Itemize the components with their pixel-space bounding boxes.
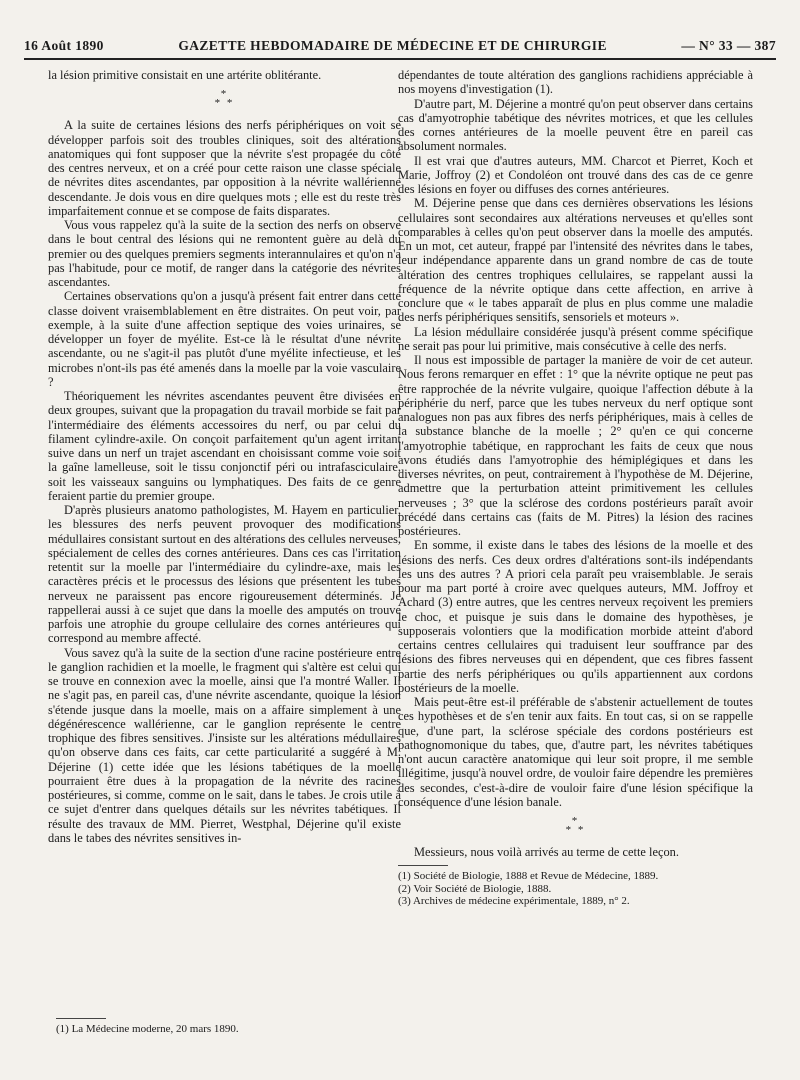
paragraph: D'autre part, M. Déjerine a montré qu'on peut observer dans certains cas d'amyotrophie tabétique des névrites motrices, et que les cellules des cornes antérieures de la moelle peuvent être en pareil cas absolument normales.	[398, 96, 753, 154]
paragraph: dépendantes de toute altération des ganglions rachidiens appréciable à nos moyens d'investigation (1).	[398, 68, 753, 97]
right-column	[398, 68, 753, 908]
paragraph: Vous vous rappelez qu'à la suite de la section des nerfs on observe dans le bout central des lésions qui ne remontent guère au delà du premier ou des quelques premiers segments interannulaires et qu'on n'a pas l'habitude, pour ce motif, de ranger dans la catégorie des névrites ascendantes.	[48, 218, 401, 289]
paragraph: A la suite de certaines lésions des nerfs périphériques on voit se développer parfois soit des troubles cliniques, soit des altérations anatomiques qui font supposer que la névrite s'est propagée du côté des centres nerveux, et on a créé pour cette raison une classe spéciale de névrites dites ascendantes, par opposition à la névrite wallérienne descendante. Je dois vous en dire quelques mots ; elle est du reste très imparfaitement connue et se compose de faits disparates.	[48, 118, 401, 218]
section-separator-stars: * * *	[565, 815, 586, 836]
paragraph: D'après plusieurs anatomo pathologistes, M. Hayem en particulier, les blessures des nerfs peuvent provoquer des modifications médullaires consistant surtout en des altérations des cellules nerveuses, spécialement de celles des cornes antérieures. Dans ces cas l'irritation retentit sur la moelle par l'intermédiaire du cylindre-axe, mais les caractères précis et le processus des lésions que présentent les tubes nerveux ne paraissent pas encore rigoureusement déterminés. Je rappellerai aussi à ce sujet que dans la moelle des amputés on trouve parfois une atrophie du groupe cellulaire des cornes antérieures qui correspond au membre affecté.	[48, 503, 401, 646]
closing-line: Messieurs, nous voilà arrivés au terme de cette leçon.	[414, 845, 679, 859]
header-rule	[24, 58, 776, 60]
paragraph: Il est vrai que d'autres auteurs, MM. Charcot et Pierret, Koch et Marie, Joffroy (2) et Condoléon ont trouvé dans des cas de ce genre des lésions en foyer ou diffuses des cornes antérieures.	[398, 153, 753, 196]
left-column	[48, 68, 401, 845]
footnote: (1) Société de Biologie, 1888 et Revue de Médecine, 1889.	[398, 870, 659, 883]
paragraph: Vous savez qu'à la suite de la section d'une racine postérieure entre le ganglion rachidien et la moelle, le fragment qui s'altère est celui qui se trouve en connexion avec la moelle, ainsi que l'a montré Waller. Il ne s'agit pas, en pareil cas, d'une névrite ascendante, quoique la lésion s'étende jusque dans la moelle, mais on a affaire simplement à une dégénérescence wallérienne, car le ganglion représente le centre trophique des fibres sensitives. J'insiste sur les altérations médullaires qu'on observe dans ces faits, car cette particularité a suggéré à M. Déjerine (1) cette idée que les lésions tabétiques de la moelle pourraient être dues à la propagation de la névrite des racines postérieures, si comme, comme on le sait, dans le tabes. Je crois utile à ce sujet d'entrer dans quelques détails sur les névrites tabétiques. Il résulte des travaux de MM. Pierret, Westphal, Déjerine qu'il existe dans le tabes des névrites sensitives in-	[48, 645, 401, 845]
paragraph: En somme, il existe dans le tabes des lésions de la moelle et des lésions des nerfs. Ces deux ordres d'altérations sont-ils indépendants les uns des autres ? A priori cela paraît peu vraisemblable. Je serais pour ma part porté à croire avec quelques auteurs, MM. Joffroy et Achard (3) entre autres, que les centres nerveux reçoivent les premiers le choc, et puisque je suis dans le domaine des hypothèses, je supposerais volontiers que la modification morbide atteint d'abord certains centres cellulaires qui traduisent leur souffrance par des lésions des fibres nerveuses qui en dépendent, que ces fibres fassent partie des nerfs périphériques ou qu'ils appartiennent aux cordons postérieurs de la moelle.	[398, 538, 753, 695]
footnote: (1) La Médecine moderne, 20 mars 1890.	[56, 1023, 239, 1035]
footnote-rule	[56, 1018, 106, 1019]
footnote: (2) Voir Société de Biologie, 1888.	[398, 882, 552, 895]
left-footnotes	[56, 1012, 386, 1036]
footnote-rule	[398, 865, 448, 866]
paragraph: Théoriquement les névrites ascendantes peuvent être divisées en deux groupes, suivant que la propagation du travail morbide se fait par l'intermédiaire des éléments accessoires du nerf, ou par celui du filament cylindre-axile. On conçoit parfaitement qu'un agent irritant suive dans un nerf un trajet ascendant en choisissant comme voie soit la gaîne lamelleuse, soit le tissu conjonctif péri ou intrafasciculaire, soit les vaisseaux sanguins ou lymphatiques. Des faits de ce genre feraient partie du premier groupe.	[48, 389, 401, 503]
journal-title: GAZETTE HEBDOMADAIRE DE MÉDECINE ET DE CHIRURGIE	[178, 38, 607, 53]
section-separator-stars: * * *	[214, 88, 235, 110]
page-header	[24, 38, 776, 54]
paragraph: La lésion médullaire considérée jusqu'à présent comme spécifique ne serait pas pour lui primitive, mais consécutive à celle des nerfs.	[398, 324, 753, 353]
paragraph: Il nous est impossible de partager la manière de voir de cet auteur. Nous ferons remarquer en effet : 1° que la névrite optique ne peut pas être rapprochée de la névrite vulgaire, quoique l'affection débute à la périphérie du nerf, parce que les tubes nerveux du nerf optique sont analogues non pas aux fibres des nerfs périphériques, mais à celles de la substance blanche de la moelle ; 2° qu'en ce qui concerne l'amyotrophie tabétique, en rapprochant les faits de ceux que nous avons étudiés dans l'amyotrophie des hémiplégiques et dans les diverses névrites, on peut, contrairement à l'hypothèse de M. Déjerine, admettre que la perturbation atteint primitivement les cellules nerveuses ; 3° que la sclérose des cordons postérieurs paraît avoir précédé dans certains cas (faits de M. Pitres) la lésion des racines postérieures.	[398, 353, 753, 538]
paragraph: Mais peut-être est-il préférable de s'abstenir actuellement de toutes ces hypothèses et de s'en tenir aux faits. En tout cas, si on se rappelle que, d'une part, la sclérose spéciale des cordons postérieurs est pathognomonique du tabes, que, d'autre part, les névrites tabétiques n'ont aucun caractère anatomique qui leur soit propre, il me semble illégitime, jusqu'à nouvel ordre, de vouloir faire dépendre les premières des secondes, c'est-à-dire de vouloir faire d'une lésion spécifique la conséquence d'une lésion banale.	[398, 695, 753, 809]
issue-page-number: — N° 33 — 387	[681, 38, 776, 53]
paragraph: la lésion primitive consistait en une artérite oblitérante.	[48, 68, 322, 82]
paragraph: Certaines observations qu'on a jusqu'à présent fait entrer dans cette classe doivent vraisemblablement en être distraites. On peut voir, par exemple, à la suite d'une affection septique des voies urinaires, se développer un foyer de myélite. Est-ce là le résultat d'une névrite ascendante, ou ne s'agit-il pas plutôt d'une myélite infectieuse, et les microbes n'ont-ils pas été amenés dans la moelle par la voie vasculaire ?	[48, 289, 401, 389]
footnote: (3) Archives de médecine expérimentale, 1889, n° 2.	[398, 895, 630, 908]
header-date: 16 Août 1890	[24, 38, 104, 53]
paragraph: M. Déjerine pense que dans ces dernières observations les lésions cellulaires sont secondaires aux altérations nerveuses et qu'elles sont comparables à celles qu'on peut observer dans la moelle des amputés. En un mot, cet auteur, frappé par l'intensité des névrites dans le tabes, leur indépendance apparente dans un grand nombre de cas de toute altération des centres trophiques cellulaires, se rappelant aussi la fréquence de la névrite optique dans cette affection, en arrive à conclure que « le tabes apparaît de plus en plus comme une maladie des nerfs périphériques sensitifs, sensoriels et moteurs ».	[398, 196, 753, 325]
